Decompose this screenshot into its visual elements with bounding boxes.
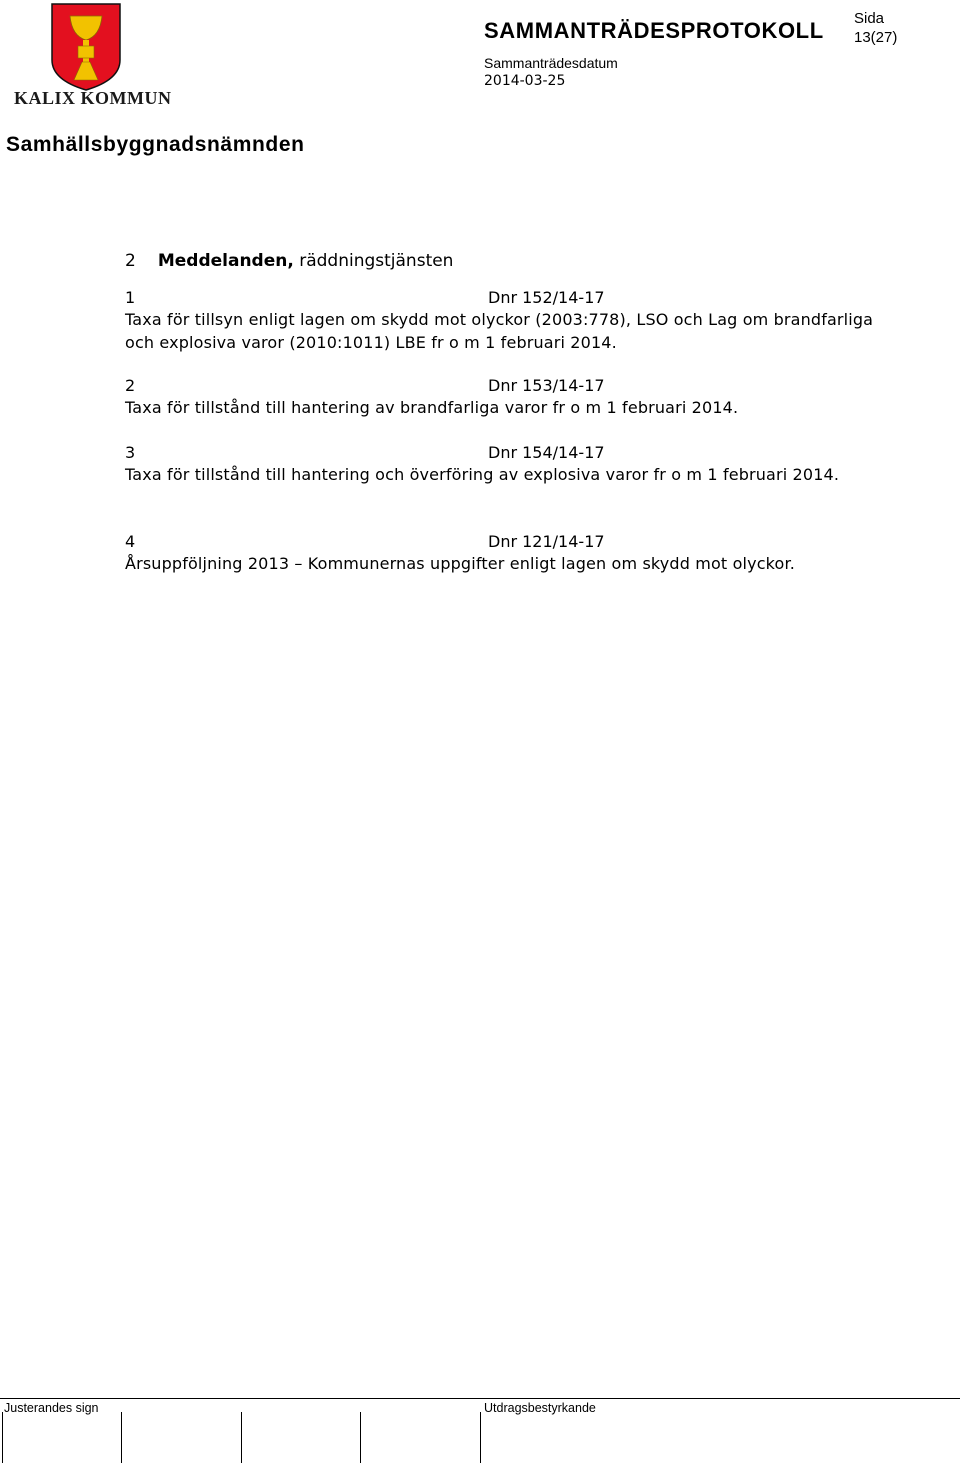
section-number: 2 <box>125 251 136 271</box>
item-number: 4 <box>125 532 136 551</box>
board-name: Samhällsbyggnadsnämnden <box>6 133 305 156</box>
page-number: 13(27) <box>854 29 898 46</box>
section-subtitle: räddningstjänsten <box>293 251 454 271</box>
signature-box-divider <box>121 1412 122 1463</box>
signature-label: Justerandes sign <box>4 1401 99 1415</box>
item-number: 1 <box>125 288 136 307</box>
item-dnr: Dnr 154/14-17 <box>488 443 605 462</box>
section-heading <box>125 251 453 271</box>
item-dnr: Dnr 153/14-17 <box>488 376 605 395</box>
signature-box-divider <box>480 1412 481 1463</box>
certification-label: Utdragsbestyrkande <box>484 1401 596 1415</box>
item-dnr: Dnr 152/14-17 <box>488 288 605 307</box>
logo-text: KALIX KOMMUN <box>14 88 172 108</box>
page-label: Sida <box>854 10 885 27</box>
item-dnr: Dnr 121/14-17 <box>488 532 605 551</box>
signature-box-divider <box>360 1412 361 1463</box>
item-text: Taxa för tillstånd till hantering och överföring av explosiva varor fr o m 1 februari 2014. <box>125 465 840 484</box>
item-text: Taxa för tillstånd till hantering av brandfarliga varor fr o m 1 februari 2014. <box>125 398 739 417</box>
item-number: 3 <box>125 443 136 462</box>
meeting-date-label: Sammanträdesdatum <box>484 55 618 71</box>
section-title: Meddelanden, <box>157 251 294 271</box>
footer-divider <box>0 1398 960 1399</box>
item-text: Taxa för tillsyn enligt lagen om skydd mot olyckor (2003:778), LSO och Lag om brandfarliga och explosiva varor (2010:1011) LBE fr o m 1 februari 2014. <box>125 310 874 352</box>
item-text: Årsuppföljning 2013 – Kommunernas uppgifter enligt lagen om skydd mot olyckor. <box>125 554 795 573</box>
signature-box-divider <box>2 1412 3 1463</box>
item-number: 2 <box>125 376 136 395</box>
document-type: SAMMANTRÄDESPROTOKOLL <box>484 18 824 43</box>
meeting-date: 2014-03-25 <box>484 73 566 89</box>
signature-box-divider <box>241 1412 242 1463</box>
